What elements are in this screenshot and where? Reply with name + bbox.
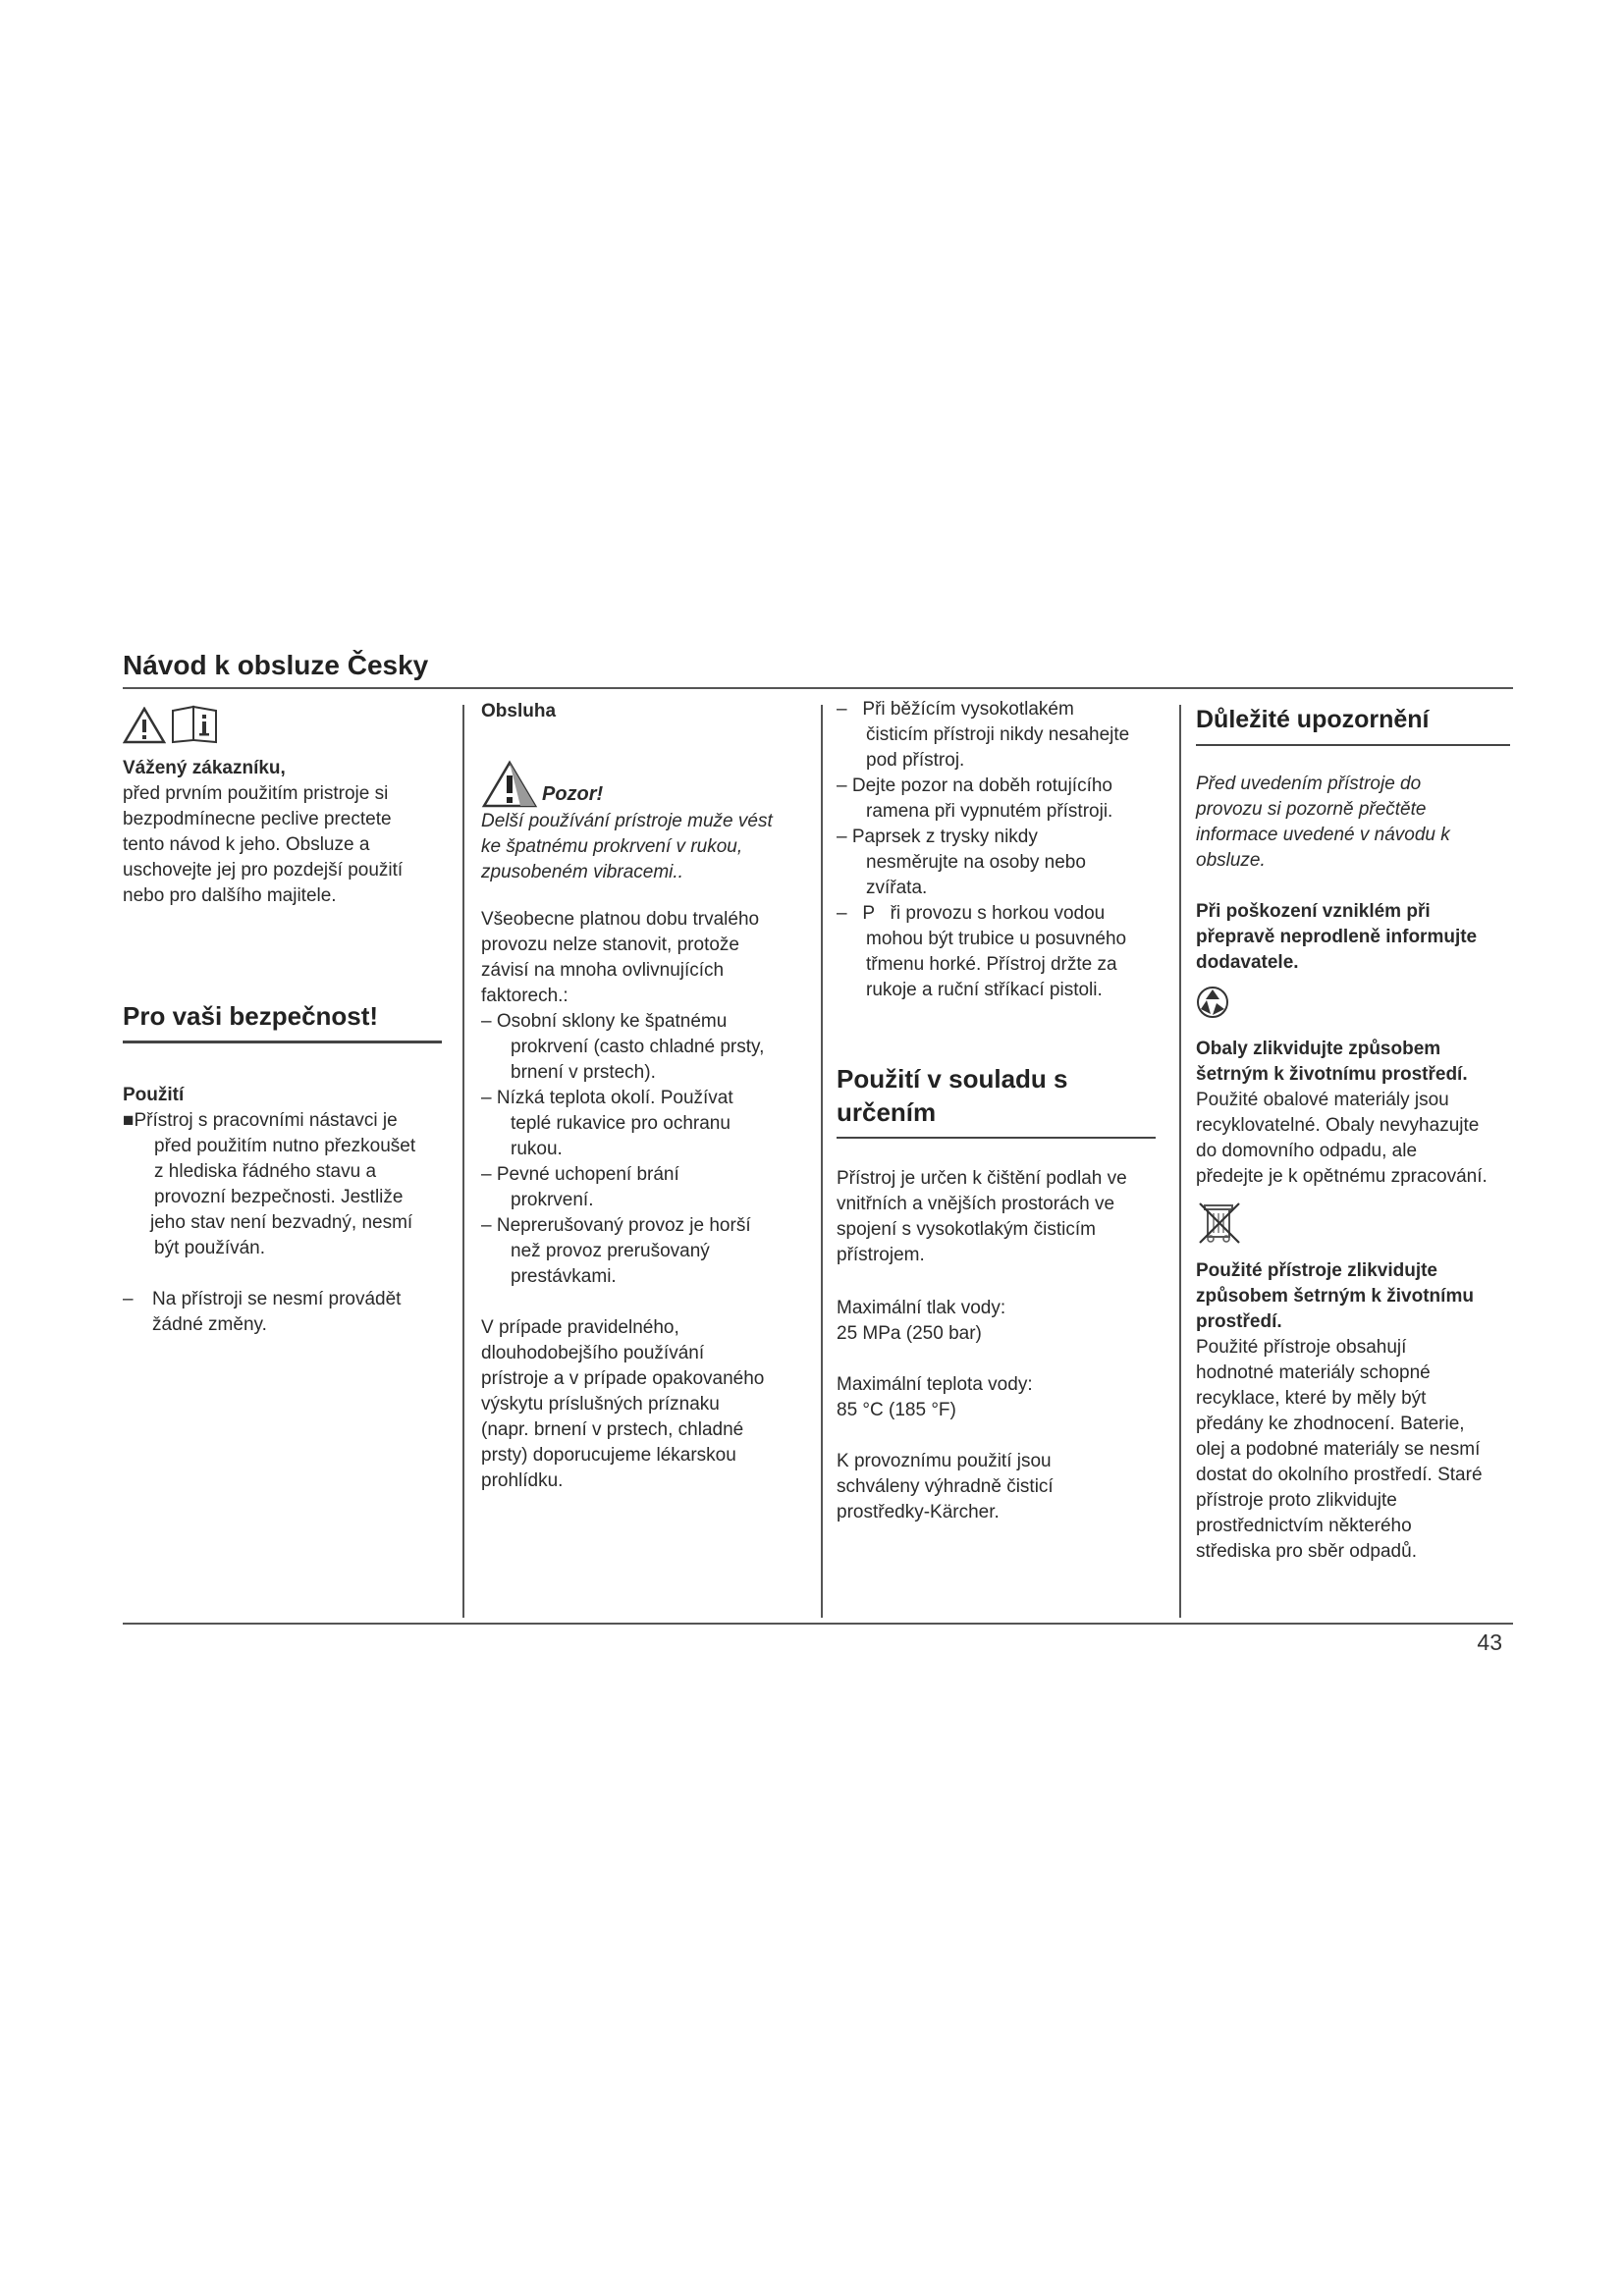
paragraph-line: střediska pro sběr odpadů. [1196, 1541, 1417, 1562]
use-item [123, 1108, 447, 1134]
list-item [837, 825, 1170, 901]
paragraph-line: závisí na mnoha ovlivnujících [481, 960, 725, 981]
paragraph-line: přepravě neprodleně informujte [1196, 927, 1478, 947]
paragraph-line: prostředky-Kärcher. [837, 1502, 1000, 1522]
use-item-line: z hlediska řádného stavu a [154, 1161, 377, 1182]
list-item-line: žádné změny. [152, 1314, 267, 1335]
list-item-first-line: Paprsek z trysky nikdy [851, 827, 1038, 847]
warning-line: Delší používání prístroje muže vést [481, 811, 773, 831]
title-divider [123, 687, 1513, 689]
max-pressure-value: 25 MPa (250 bar) [837, 1323, 982, 1344]
list-item [481, 1213, 810, 1290]
list-item-line: Na přístroji se nesmí provádět [152, 1289, 402, 1309]
greeting-title: Vážený zákazníku, [123, 758, 286, 778]
paragraph-line: V prípade pravidelného, [481, 1317, 679, 1338]
use-item-first-line: Přístroj s pracovními nástavci je [134, 1110, 398, 1131]
important-notice-heading: Důležité upozornění [1196, 703, 1510, 746]
device-title-line: prostředí. [1196, 1311, 1282, 1332]
dash-marker: – [481, 1011, 492, 1032]
paragraph-line: dostat do okolního prostředí. Staré [1196, 1465, 1483, 1485]
safety-heading: Pro vaši bezpečnost! [123, 999, 442, 1043]
use-item-continuation [123, 1134, 447, 1210]
list-item [837, 774, 1170, 825]
dash-marker: – [837, 699, 847, 720]
list-item-line: pod přístroj. [866, 750, 965, 771]
page-number: 43 [1477, 1629, 1502, 1655]
purpose-heading-line: Použití v souladu s [837, 1064, 1068, 1094]
paragraph-line: hodnotné materiály schopné [1196, 1362, 1431, 1383]
list-item-line: zvířata. [866, 878, 928, 898]
paragraph-line: schváleny výhradně čisticí [837, 1476, 1054, 1497]
paragraph-line: přístrojem. [837, 1245, 925, 1265]
list-item-first-line: Dejte pozor na doběh rotujícího [851, 775, 1112, 796]
list-item-line: mohou být trubice u posuvného [866, 929, 1127, 949]
paragraph-line: Přístroj je určen k čištění podlah ve [837, 1168, 1127, 1189]
purpose-heading-line: určením [837, 1097, 937, 1127]
list-item-line: než provoz prerušovaný [511, 1241, 710, 1261]
max-pressure [837, 1296, 1170, 1347]
device-title-line: způsobem šetrným k životnímu [1196, 1286, 1474, 1307]
list-item-first-line: P ři provozu s horkou vodou [862, 903, 1106, 924]
list-item-line: prokrvení. [511, 1190, 594, 1210]
paragraph-line: předejte je k opětnému zpracování. [1196, 1166, 1488, 1187]
list-item-line: čisticím přístroji nikdy nesahejte [866, 724, 1130, 745]
list-item-first-line: Osobní sklony ke špatnému [496, 1011, 728, 1032]
recycling-icon [1196, 986, 1229, 1019]
max-temperature-label: Maximální teplota vody: [837, 1374, 1033, 1395]
crossed-bin-icon [1196, 1200, 1243, 1245]
list-item-first-line: Při běžícím vysokotlakém [862, 699, 1074, 720]
paragraph-line: spojení s vysokotlakým čisticím [837, 1219, 1096, 1240]
paragraph-line: dlouhodobejšího používání [481, 1343, 705, 1363]
list-item [837, 901, 1170, 1003]
greeting-line: uschovejte jej pro pozdejší použití [123, 860, 404, 881]
paragraph-line: prostřednictvím některého [1196, 1516, 1412, 1536]
use-item-line: být používán. [154, 1238, 266, 1258]
use-item-line: provozní bezpečnosti. Jestliže [154, 1187, 404, 1207]
paragraph-line: obsluze. [1196, 850, 1266, 871]
greeting-line: bezpodmínecne peclive prectete [123, 809, 392, 829]
max-temperature-value: 85 °C (185 °F) [837, 1400, 956, 1420]
paragraph-line: Při poškození vzniklém při [1196, 901, 1431, 922]
paragraph-line: dodavatele. [1196, 952, 1299, 973]
safety-list [837, 697, 1170, 1003]
footer-divider [123, 1623, 1513, 1625]
dash-marker: – [837, 903, 847, 924]
list-item [481, 1009, 810, 1086]
warning-box-title [481, 760, 810, 809]
list-item [481, 1086, 810, 1162]
paragraph-line: provozu si pozorně přečtěte [1196, 799, 1427, 820]
transport-paragraph [1196, 899, 1520, 976]
paragraph-line: informace uvedené v návodu k [1196, 825, 1450, 845]
paragraph-line: předány ke zhodnocení. Baterie, [1196, 1414, 1465, 1434]
paragraph-line: výskytu príslušných príznaku [481, 1394, 720, 1415]
list-item-line: rukoje a ruční stříkací pistoli. [866, 980, 1103, 1000]
list-item-line: teplé rukavice pro ochranu [511, 1113, 731, 1134]
list-item-line: třmenu horké. Přístroj držte za [866, 954, 1117, 975]
use-item-line: před použitím nutno přezkoušet [154, 1136, 416, 1156]
paragraph-line: Před uvedením přístroje do [1196, 774, 1422, 794]
paragraph-line: prístroje a v prípade opakovaného [481, 1368, 765, 1389]
greeting-line: tento návod k jeho. Obsluze a [123, 834, 370, 855]
use-heading: Použití [123, 1085, 185, 1105]
packaging-title-line: šetrným k životnímu prostředí. [1196, 1064, 1468, 1085]
column-divider-2 [821, 705, 823, 1618]
paragraph-line: (napr. brnení v prstech, chladné [481, 1419, 744, 1440]
column-3 [837, 697, 1170, 1525]
column-1 [123, 705, 447, 1338]
dash-marker: – [481, 1215, 492, 1236]
warning-line: ke špatnému prokrvení v rukou, [481, 836, 743, 857]
list-item-first-line: Neprerušovaný provoz je horší [496, 1215, 751, 1236]
list-item-line: prestávkami. [511, 1266, 617, 1287]
use-item-line: jeho stav není bezvadný, nesmí [150, 1212, 413, 1233]
paragraph-line: faktorech.: [481, 986, 568, 1006]
column-divider-3 [1179, 705, 1181, 1618]
column-2 [481, 699, 810, 1494]
operation-heading: Obsluha [481, 701, 557, 721]
detergent-paragraph [837, 1449, 1170, 1525]
operation-paragraph-1 [481, 907, 810, 1009]
square-bullet-icon: ■ [123, 1110, 135, 1131]
list-item [481, 1162, 810, 1213]
dash-marker: – [837, 775, 847, 796]
dash-marker: – [481, 1088, 492, 1108]
warning-triangle-icon [123, 707, 166, 744]
change-list [123, 1287, 447, 1338]
max-pressure-label: Maximální tlak vody: [837, 1298, 1006, 1318]
warning-triangle-icon [481, 760, 538, 809]
intro-paragraph [1196, 772, 1520, 874]
header-icons [123, 705, 447, 744]
list-item [123, 1287, 447, 1338]
list-item-first-line: Nízká teplota okolí. Používat [496, 1088, 733, 1108]
max-temperature [837, 1372, 1170, 1423]
device-title-line: Použité přístroje zlikvidujte [1196, 1260, 1437, 1281]
list-item-line: brnení v prstech). [511, 1062, 656, 1083]
paragraph-line: prohlídku. [481, 1470, 564, 1491]
column-divider-1 [462, 705, 464, 1618]
paragraph-line: provozu nelze stanovit, protože [481, 934, 739, 955]
dash-marker: – [837, 827, 847, 847]
purpose-heading [837, 1062, 1156, 1139]
list-item-line: ramena při vypnutém přístroji. [866, 801, 1113, 822]
list-item-line: prokrvení (casto chladné prsty, [511, 1037, 765, 1057]
list-item-line: rukou. [511, 1139, 563, 1159]
paragraph-line: Všeobecne platnou dobu trvalého [481, 909, 760, 930]
device-disposal-section [1196, 1258, 1520, 1565]
dash-marker: – [481, 1164, 492, 1185]
page-title: Návod k obsluze Česky [123, 650, 429, 680]
paragraph-line: recyklovatelné. Obaly nevyhazujte [1196, 1115, 1480, 1136]
paragraph-line: Použité obalové materiály jsou [1196, 1090, 1449, 1110]
list-item-line: nesměrujte na osoby nebo [866, 852, 1086, 873]
list-item-first-line: Pevné uchopení brání [496, 1164, 679, 1185]
paragraph-line: recyklace, které by měly být [1196, 1388, 1427, 1409]
paragraph-line: olej a podobné materiály se nesmí [1196, 1439, 1481, 1460]
paragraph-line: přístroje proto zlikvidujte [1196, 1490, 1397, 1511]
use-item-continuation [123, 1210, 447, 1261]
paragraph-line: prsty) doporucujeme lékarskou [481, 1445, 736, 1466]
paragraph-line: vnitřních a vnějších prostorách ve [837, 1194, 1115, 1214]
purpose-paragraph [837, 1166, 1170, 1268]
column-4 [1196, 703, 1520, 1565]
packaging-title-line: Obaly zlikvidujte způsobem [1196, 1039, 1441, 1059]
paragraph-line: K provoznímu použití jsou [837, 1451, 1052, 1471]
dash-marker: – [123, 1289, 134, 1309]
paragraph-line: do domovního odpadu, ale [1196, 1141, 1418, 1161]
greeting-line: před prvním použitím pristroje si [123, 783, 389, 804]
greeting-line: nebo pro dalšího majitele. [123, 885, 337, 906]
packaging-section [1196, 1037, 1520, 1190]
factor-list [481, 1009, 810, 1290]
manual-book-icon [170, 705, 219, 744]
warning-title: Pozor! [542, 783, 604, 805]
operation-paragraph-2 [481, 1315, 810, 1494]
paragraph-line: Použité přístroje obsahují [1196, 1337, 1407, 1358]
warning-line: zpusobeném vibracemi.. [481, 862, 683, 882]
list-item [837, 697, 1170, 774]
